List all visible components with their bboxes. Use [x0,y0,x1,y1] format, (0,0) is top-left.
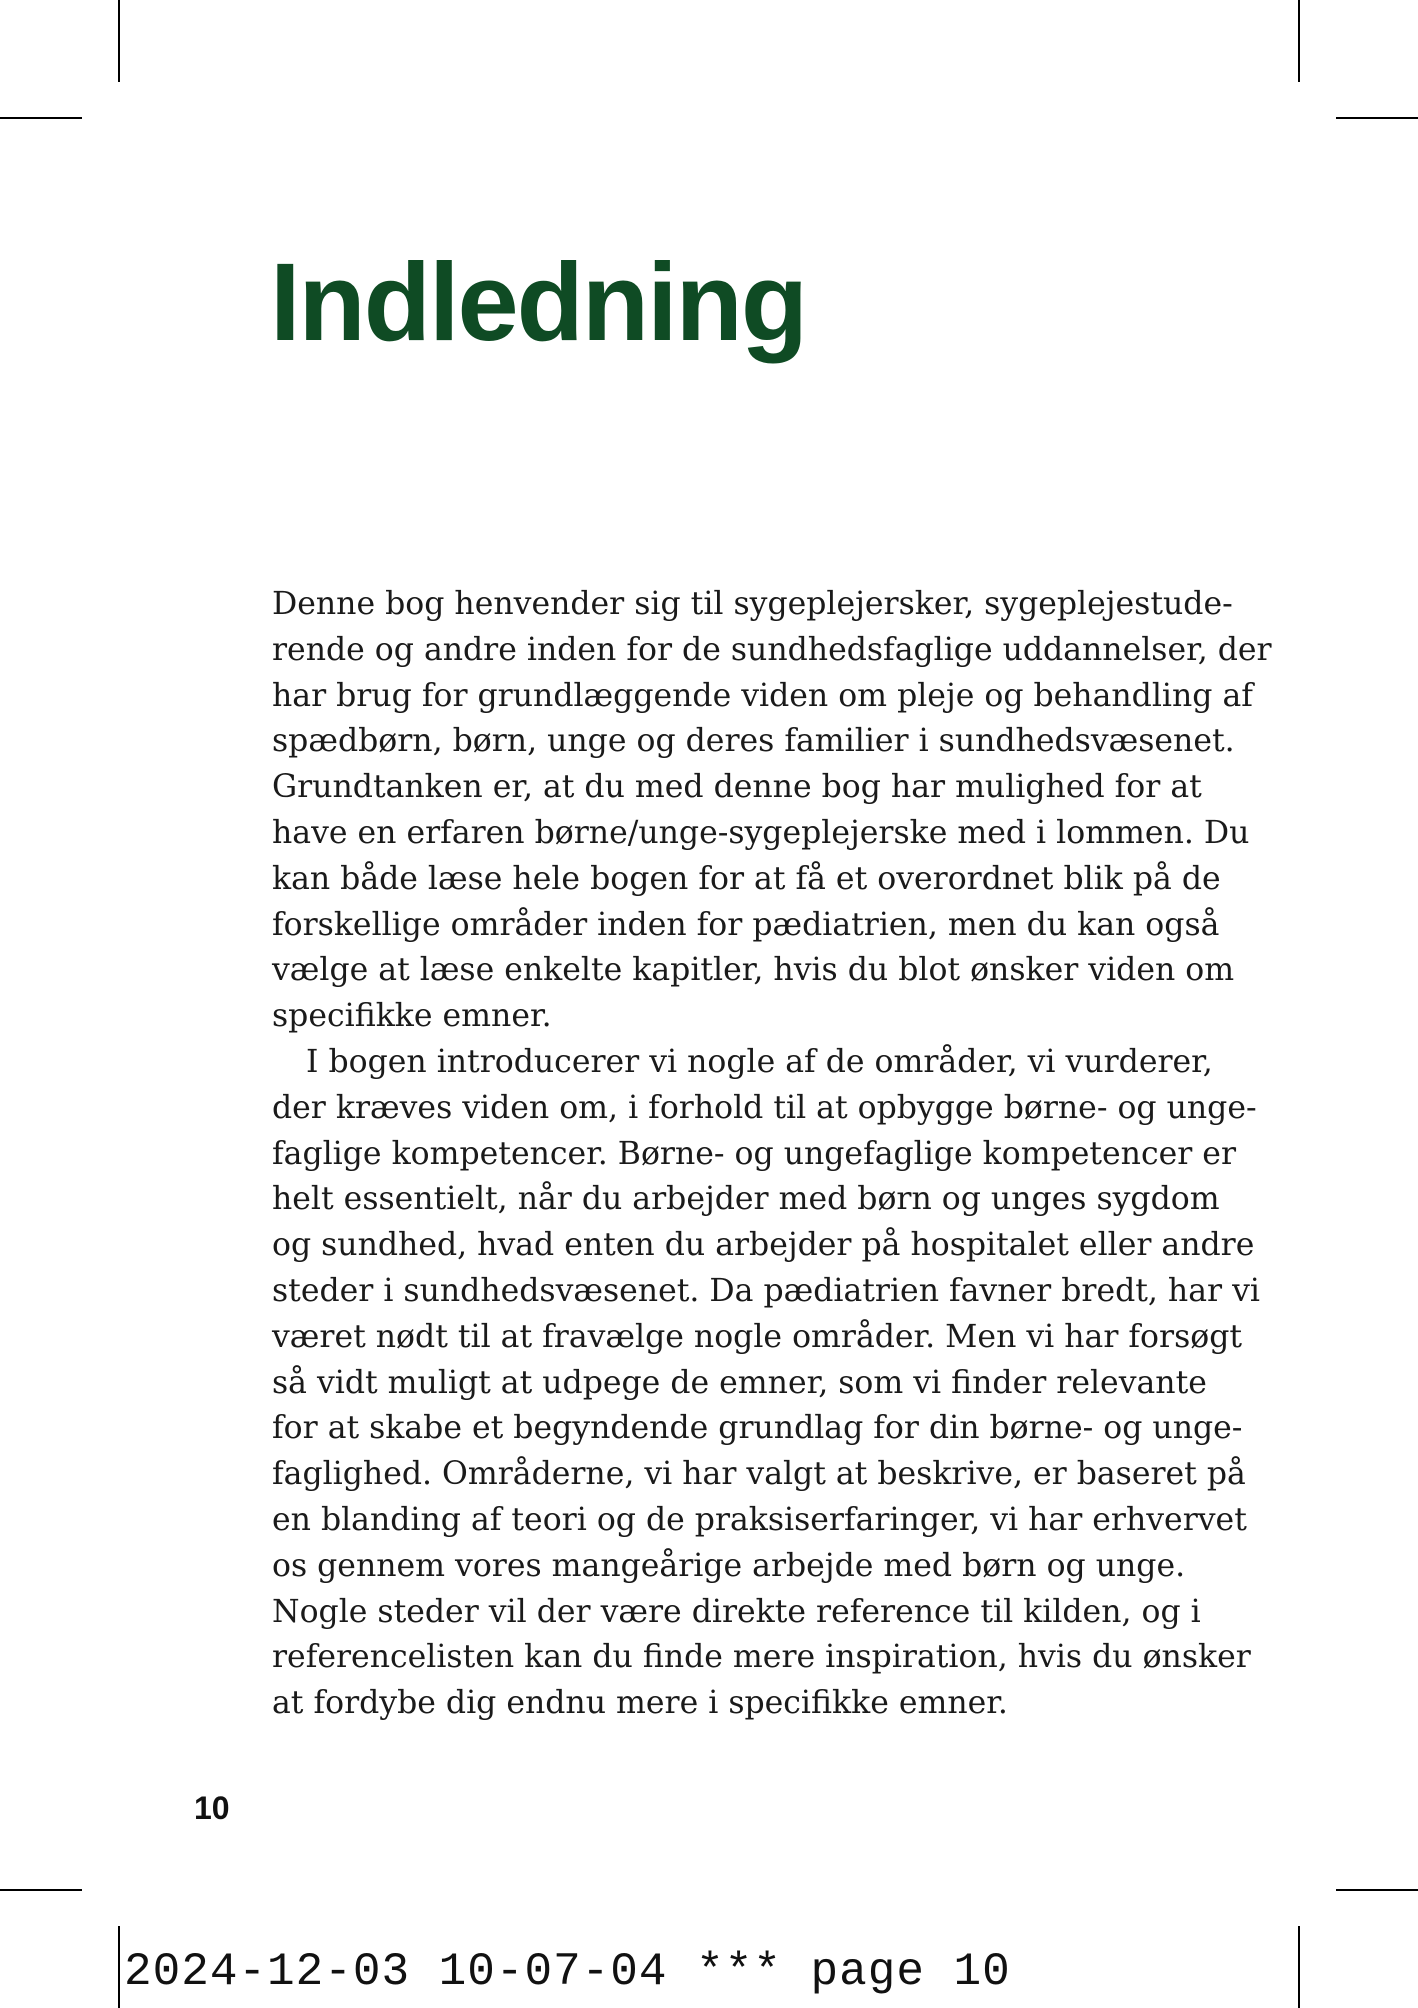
text-line: og sundhed, hvad enten du arbejder på hospitalet eller andre [272,1227,1255,1264]
text-line: en blanding af teori og de praksiserfaringer, vi har erhvervet [272,1501,1247,1538]
text-line: helt essentielt, når du arbejder med børn og unges sygdom [272,1181,1220,1218]
print-stamp: 2024-12-03 10-07-04 *** page 10 [124,1946,1011,1998]
text-line: Nogle steder vil der være direkte reference til kilden, og i [272,1593,1201,1630]
page-number: 10 [194,1790,230,1826]
text-line: Grundtanken er, at du med denne bog har mulighed for at [272,769,1202,806]
text-line: Denne bog henvender sig til sygeplejersker, sygeplejestude- [272,586,1233,622]
text-line: I bogen introducerer vi nogle af de områder, vi vurderer, [306,1043,1213,1080]
chapter-title: Indledning [270,241,807,364]
crop-mark-bottom-right-vertical [1298,1926,1300,2008]
text-line: kan både læse hele bogen for at få et overordnet blik på de [272,860,1221,897]
text-line: rende og andre inden for de sundhedsfaglige uddannelser, der [272,631,1272,668]
text-line: så vidt muligt at udpege de emner, som vi finder relevante [272,1364,1207,1401]
crop-mark-top-left-vertical [118,0,120,82]
crop-mark-top-right-horizontal [1336,117,1418,119]
text-line: referencelisten kan du finde mere inspiration, hvis du ønsker [272,1639,1251,1676]
body-text [272,582,1272,1727]
text-line: steder i sundhedsvæsenet. Da pædiatrien favner bredt, har vi [272,1272,1260,1309]
text-line: spædbørn, børn, unge og deres familier i sundhedsvæsenet. [272,723,1235,760]
text-line: forskellige områder inden for pædiatrien, men du kan også [272,906,1220,943]
text-line: vælge at læse enkelte kapitler, hvis du blot ønsker viden om [272,952,1235,989]
text-line: faglighed. Områderne, vi har valgt at beskrive, er baseret på [272,1456,1246,1493]
text-line: for at skabe et begyndende grundlag for din børne- og unge- [272,1410,1243,1447]
text-line: faglige kompetencer. Børne- og ungefaglige kompetencer er [272,1135,1237,1172]
crop-mark-bottom-left-vertical [118,1926,120,2008]
paragraph-1 [272,582,1272,1040]
crop-mark-bottom-right-horizontal [1336,1889,1418,1891]
text-line: specifikke emner. [272,998,552,1035]
crop-mark-top-left-horizontal [0,117,82,119]
paragraph-2 [272,1040,1260,1727]
crop-mark-bottom-left-horizontal [0,1889,82,1891]
crop-mark-top-right-vertical [1298,0,1300,82]
text-line: os gennem vores mangeårige arbejde med børn og unge. [272,1547,1186,1584]
text-line: været nødt til at fravælge nogle områder. Men vi har forsøgt [272,1318,1243,1355]
text-line: har brug for grundlæggende viden om pleje og behandling af [272,677,1253,714]
text-line: der kræves viden om, i forhold til at opbygge børne- og unge- [272,1089,1257,1126]
text-line: at fordybe dig endnu mere i specifikke emner. [272,1685,1008,1722]
text-line: have en erfaren børne/unge-sygeplejerske med i lommen. Du [272,814,1250,851]
